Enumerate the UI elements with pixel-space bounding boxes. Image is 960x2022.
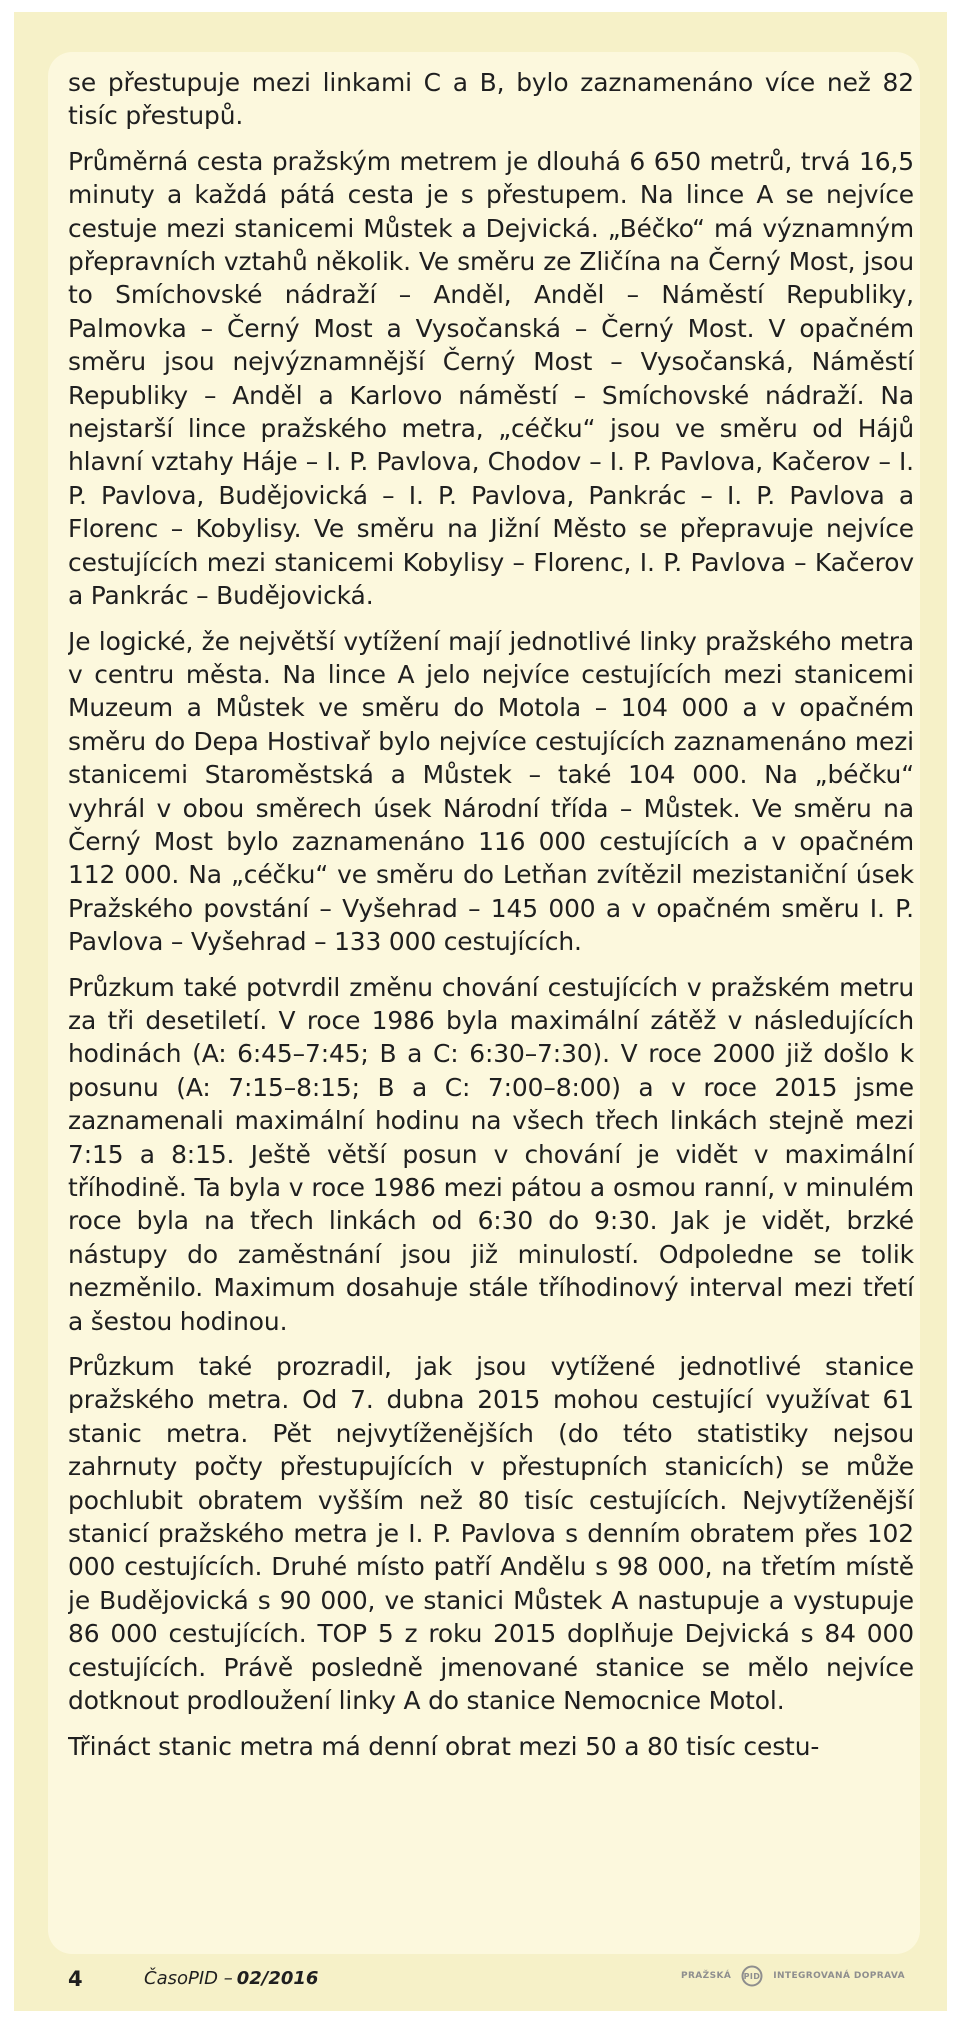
- magazine-title: [144, 1968, 318, 1989]
- magazine-issue: 02/2016: [236, 1968, 319, 1989]
- page-footer: [14, 1965, 947, 1993]
- article-paragraph-2: Průměrná cesta pražským metrem je dlouhá 6 650 metrů, trvá 16,5 minuty a každá pátá cesta je s přestupem. Na lince A se nejvíce cestuje mezi stanicemi Můstek a Dejvická. „Béčko“ má významným přepravních vztahů několik. Ve směru ze Zličína na Černý Most, jsou to Smíchovské nádraží – Anděl, Anděl – Náměstí Republiky, Palmovka – Černý Most a Vysočanská – Černý Most. V opačném směru jsou nejvýznamnější Černý Most – Vysočanská, Náměstí Republiky – Anděl a Karlovo náměstí – Smíchovské nádraží. Na nejstarší lince pražského metra, „céčku“ jsou ve směru od Hájů hlavní vztahy Háje – I. P. Pavlova, Chodov – I. P. Pavlova, Kačerov – I. P. Pavlova, Budějovická – I. P. Pavlova, Pankrác – I. P. Pavlova a Florenc – Kobylisy. Ve směru na Jižní Město se přepravuje nejvíce cestujících mezi stanicemi Kobylisy – Florenc, I. P. Pavlova – Kačerov a Pankrác – Budějovická.: [68, 146, 914, 611]
- article-paragraph-5: Průzkum také prozradil, jak jsou vytížené jednotlivé stanice pražského metra. Od 7. dubna 2015 mohou cestující využívat 61 stanic metra. Pět nejvytíženějších (do této statistiky nejsou zahrnuty počty přestupujících v přestupních stanicích) se může pochlubit obratem vyšším než 80 tisíc cestujících. Nejvytíženější stanicí pražského metra je I. P. Pavlova s denním obratem přes 102 000 cestujících. Druhé místo patří Andělu s 98 000, na třetím místě je Budějovická s 90 000, ve stanici Můstek A nastupuje a vystupuje 86 000 cestujících. TOP 5 z roku 2015 doplňuje Dejvická s 84 000 cestujících. Právě posledně jmenované stanice se mělo nejvíce dotknout prodloužení linky A do stanice Nemocnice Motol.: [68, 1352, 914, 1716]
- brand-suffix: INTEGROVANÁ DOPRAVA: [773, 1971, 905, 1981]
- article-paragraph-1: se přestupuje mezi linkami C a B, bylo zaznamenáno více než 82 tisíc přestupů.: [68, 68, 914, 131]
- article-paragraph-6: Třináct stanic metra má denní obrat mezi 50 a 80 tisíc cestu-: [68, 1731, 820, 1761]
- page-background: [14, 12, 947, 2011]
- magazine-name: ČasoPID –: [144, 1968, 233, 1989]
- article-body: [68, 66, 914, 1950]
- article-paragraph-4: Průzkum také potvrdil změnu chování cestujících v pražském metru za tři desetiletí. V roce 1986 byla maximální zátěž v následujících hodinách (A: 6:45–7:45; B a C: 6:30–7:30). V roce 2000 již došlo k posunu (A: 7:15–8:15; B a C: 7:00–8:00) a v roce 2015 jsme zaznamenali maximální hodinu na všech třech linkách stejně mezi 7:15 a 8:15. Ještě větší posun v chování je vidět v maximální tříhodině. Ta byla v roce 1986 mezi pátou a osmou ranní, v minulém roce byla na třech linkách od 6:30 do 9:30. Jak je vidět, brzké nástupy do zaměstnání jsou již minulostí. Odpoledne se tolik nezměnilo. Maximum dosahuje stále tříhodinový interval mezi třetí a šestou hodinou.: [68, 972, 914, 1336]
- pid-logo-text: PID: [743, 1972, 761, 1981]
- article-paragraph-3: Je logické, že největší vytížení mají jednotlivé linky pražského metra v centru města. Na lince A jelo nejvíce cestujících mezi stanicemi Muzeum a Můstek ve směru do Motola – 104 000 a v opačném směru do Depa Hostivař bylo nejvíce cestujících zaznamenáno mezi stanicemi Staroměstská a Můstek – také 104 000. Na „béčku“ vyhrál v obou směrech úsek Národní třída – Můstek. Ve směru na Černý Most bylo zaznamenáno 116 000 cestujících a v opačném 112 000. Na „céčku“ ve směru do Letňan zvítězil mezistaniční úsek Pražského povstání – Vyšehrad – 145 000 a v opačném směru I. P. Pavlova – Vyšehrad – 133 000 cestujících.: [68, 626, 914, 957]
- pid-logo-icon: [737, 1965, 767, 1987]
- page-number: 4: [68, 1967, 83, 1991]
- pid-brand: [681, 1965, 905, 1987]
- brand-prefix: PRAŽSKÁ: [680, 1971, 732, 1981]
